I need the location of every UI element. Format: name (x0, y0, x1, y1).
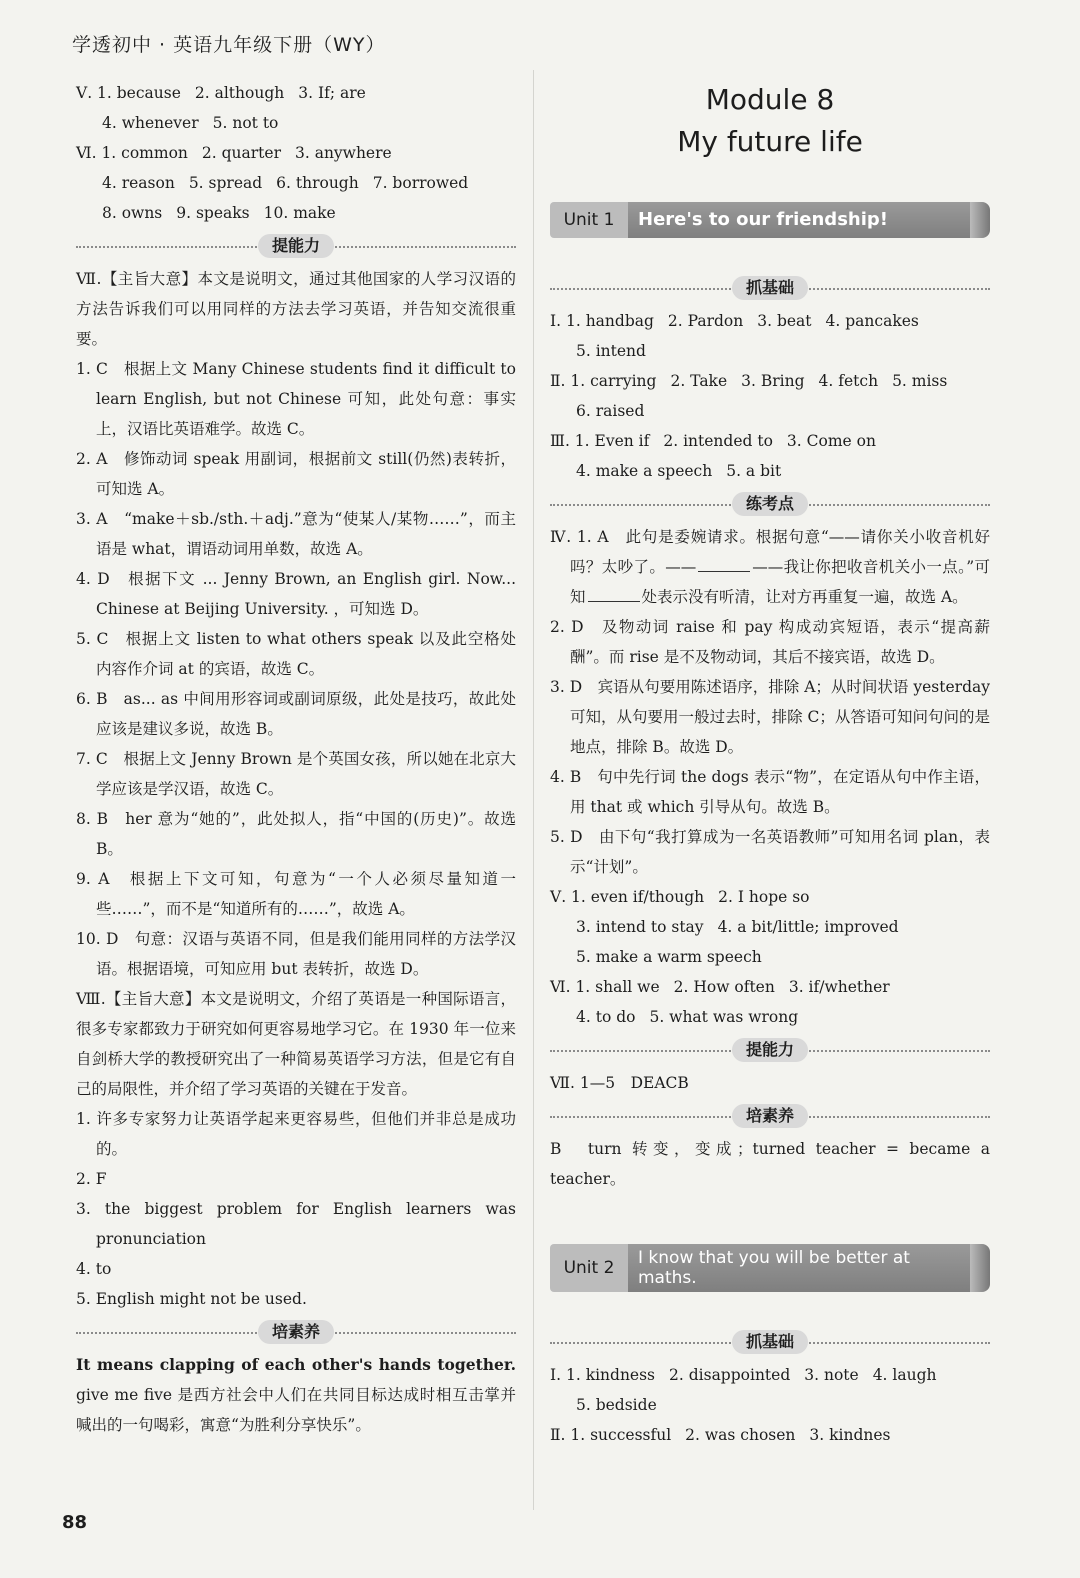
left-column (76, 78, 516, 1440)
answer-line: 4. whenever 5. not to (102, 114, 279, 132)
explanation-item: 3. D 宾语从句要用陈述语序，排除 A；从时间状语 yesterday 可知，从句要用一般过去时，排除 C；从答语可知问句问的是地点，排除 B。故选 D。 (550, 678, 990, 756)
answer-item: 5. English might not be used. (76, 1290, 307, 1308)
culture-note (76, 1350, 516, 1440)
answer-line: Ⅶ. 1—5 DEACB (550, 1074, 689, 1092)
page-header: 学透初中 · 英语九年级下册（WY） (72, 34, 386, 56)
module-subtitle: My future life (677, 125, 863, 158)
culture-english: It means clapping of each other's hands together. (76, 1355, 516, 1374)
section-heading: 培素养 (550, 1102, 990, 1130)
answer-item: 3. the biggest problem for English learners was pronunciation (76, 1200, 516, 1248)
module-title: Module 8 (705, 83, 835, 116)
summary-paragraph: Ⅷ.【主旨大意】本文是说明文，介绍了英语是一种国际语言，很多专家都致力于研究如何更容易地学习它。在 1930 年一位来自剑桥大学的教授研究出了一种简易英语学习方法，但是它有自己的局限性，并介绍了学习英语的关键在于发音。 (76, 990, 516, 1098)
explanation-item: 1. C 根据上文 Many Chinese students find it difficult to learn English, but not Chinese 可知，此处句意：事实上，汉语比英语难学。故选 C。 (76, 360, 516, 438)
answer-line: 8. owns 9. speaks 10. make (102, 204, 336, 222)
explanation-item: 5. D 由下句“我打算成为一名英语教师”可知用名词 plan，表示“计划”。 (550, 828, 990, 876)
answer-line: 4. reason 5. spread 6. through 7. borrowed (102, 174, 469, 192)
section-heading: 抓基础 (550, 1328, 990, 1356)
answer-line: 4. to do 5. what was wrong (576, 1008, 799, 1026)
explanation-item: 10. D 句意：汉语与英语不同，但是我们能用同样的方法学汉语。根据语境，可知应用 but 表转折，故选 D。 (76, 930, 516, 978)
culture-explanation: give me five 是西方社会中人们在共同目标达成时相互击掌并喊出的一句喝彩，寓意“为胜利分享快乐”。 (76, 1386, 516, 1434)
quality-note: B turn 转变，变成；turned teacher = became a teacher。 (550, 1140, 990, 1188)
section-heading: 提能力 (550, 1036, 990, 1064)
explanation-item: Ⅳ. 1. A 此句是委婉请求。根据句意“——请你关小收音机好吗？太吵了。—— ——我让你把收音机关小一点。”可知 处表示没有听清，让对方再重复一遍，故选 A。 (550, 528, 990, 606)
answer-line: 5. intend (576, 342, 646, 360)
explanation-item: 4. D 根据下文 ... Jenny Brown, an English girl. Now... Chinese at Beijing University. ，可知选 D。 (76, 570, 516, 618)
section-heading: 提能力 (76, 232, 516, 260)
explanation-item: 2. A 修饰动词 speak 用副词，根据前文 still(仍然)表转折，可知选 A。 (76, 450, 516, 498)
unit-tag: Unit 1 (550, 202, 628, 238)
explanation-item: 3. A “make＋sb./sth.＋adj.”意为“使某人/某物……”，而主语是 what，谓语动词用单数，故选 A。 (76, 510, 516, 558)
column-divider (533, 70, 534, 1510)
answer-line: Ⅴ. 1. because 2. although 3. If; are (76, 84, 366, 102)
answer-line: 5. make a warm speech (576, 948, 762, 966)
banner-cap (970, 1244, 990, 1292)
unit-banner (550, 1244, 990, 1292)
blank-underline (698, 557, 750, 572)
answer-item: 4. to (76, 1260, 112, 1278)
answer-line: 6. raised (576, 402, 645, 420)
section-heading: 培素养 (76, 1318, 516, 1346)
explanation-item: 2. D 及物动词 raise 和 pay 构成动宾短语，表示“提高薪酬”。而 rise 是不及物动词，其后不接宾语，故选 D。 (550, 618, 990, 666)
blank-underline (588, 587, 640, 602)
explanation-item: 6. B as... as 中间用形容词或副词原级，此处是技巧，故此处应该是建议多说，故选 B。 (76, 690, 516, 738)
answer-line: Ⅰ. 1. kindness 2. disappointed 3. note 4. laugh (550, 1366, 937, 1384)
page-number: 88 (62, 1512, 88, 1533)
explanation-item: 9. A 根据上下文可知，句意为“一个人必须尽量知道一些……”，而不是“知道所有的……”，故选 A。 (76, 870, 516, 918)
answer-line: Ⅱ. 1. carrying 2. Take 3. Bring 4. fetch 5. miss (550, 372, 948, 390)
explanation-item: 5. C 根据上文 listen to what others speak 以及此空格处内容作介词 at 的宾语，故选 C。 (76, 630, 516, 678)
answer-line: Ⅵ. 1. shall we 2. How often 3. if/whether (550, 978, 890, 996)
unit-tag: Unit 2 (550, 1244, 628, 1292)
explanation-item: 4. B 句中先行词 the dogs 表示“物”，在定语从句中作主语，用 that 或 which 引导从句。故选 B。 (550, 768, 990, 816)
section-heading: 练考点 (550, 490, 990, 518)
answer-item: 1. 许多专家努力让英语学起来更容易些，但他们并非总是成功的。 (76, 1110, 516, 1158)
unit-title: Here's to our friendship! (628, 202, 970, 238)
summary-paragraph: Ⅶ.【主旨大意】本文是说明文，通过其他国家的人学习汉语的方法告诉我们可以用同样的方法去学习英语，并告知交流很重要。 (76, 270, 516, 348)
banner-cap (970, 202, 990, 238)
right-column (550, 78, 990, 1450)
unit-banner (550, 202, 990, 238)
answer-line: 4. make a speech 5. a bit (576, 462, 782, 480)
answer-item: 2. F (76, 1170, 107, 1188)
explanation-item: 8. B her 意为“她的”，此处拟人，指“中国的(历史)”。故选 B。 (76, 810, 516, 858)
answer-line: Ⅱ. 1. successful 2. was chosen 3. kindnes (550, 1426, 891, 1444)
answer-line: Ⅰ. 1. handbag 2. Pardon 3. beat 4. pancakes (550, 312, 919, 330)
section-heading: 抓基础 (550, 274, 990, 302)
answer-line: 3. intend to stay 4. a bit/little; improved (576, 918, 899, 936)
explanation-item: 7. C 根据上文 Jenny Brown 是个英国女孩，所以她在北京大学应该是学汉语，故选 C。 (76, 750, 516, 798)
answer-line: Ⅲ. 1. Even if 2. intended to 3. Come on (550, 432, 876, 450)
answer-line: Ⅵ. 1. common 2. quarter 3. anywhere (76, 144, 392, 162)
answer-line: Ⅴ. 1. even if/though 2. I hope so (550, 888, 810, 906)
answer-line: 5. bedside (576, 1396, 657, 1414)
unit-title: I know that you will be better at maths. (628, 1244, 970, 1292)
